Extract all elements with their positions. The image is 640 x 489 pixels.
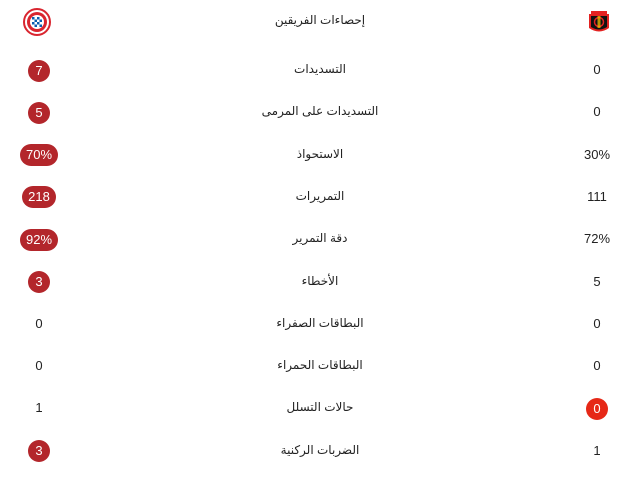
stat-label: الأخطاء: [301, 273, 339, 288]
stat-value-team-left: [14, 182, 64, 212]
stat-row: [0, 97, 640, 127]
stat-label: التسديدات على المرمى: [261, 104, 379, 119]
stat-leader-badge: 70%: [20, 144, 58, 166]
stat-leader-badge: 92%: [20, 229, 58, 251]
stat-value-team-right: 111: [587, 188, 607, 204]
stats-title: إحصاءات الفريقين: [274, 13, 366, 27]
stat-value-team-right: 0: [593, 358, 601, 374]
stat-value-team-left: [14, 140, 64, 170]
stat-value-team-right: [572, 393, 622, 423]
stat-leader-badge: 3: [28, 440, 50, 462]
stat-value-team-left: 1: [35, 400, 43, 416]
stat-label: التسديدات: [294, 62, 346, 76]
stat-value-team-left: 0: [35, 315, 43, 331]
stat-row: [0, 182, 640, 212]
stat-value-team-left: [14, 267, 64, 297]
stat-label: الاستحواذ: [296, 146, 344, 161]
stat-value-team-right: 30%: [583, 146, 611, 162]
stat-leader-badge: 0: [586, 398, 608, 420]
stat-row: [0, 140, 640, 170]
stat-row: [0, 55, 640, 85]
stat-leader-badge: 3: [28, 271, 50, 293]
stat-value-team-left: [14, 55, 64, 85]
stat-row: [0, 393, 640, 423]
stat-label: البطاقات الصفراء: [276, 315, 364, 330]
stat-value-team-right: 0: [593, 62, 601, 77]
stat-value-team-left: [14, 436, 64, 466]
stat-label: الضربات الركنية: [280, 442, 360, 457]
stat-row: [0, 267, 640, 297]
stat-value-team-right: 72%: [583, 231, 611, 247]
stat-row: [0, 224, 640, 254]
stat-leader-badge: 5: [28, 102, 50, 124]
stats-header: [0, 0, 640, 40]
stat-value-team-right: 1: [593, 442, 601, 458]
stat-value-team-right: 0: [593, 315, 601, 331]
stat-row: [0, 436, 640, 466]
stat-value-team-left: [14, 224, 64, 254]
stat-row: [0, 309, 640, 339]
stat-value-team-right: 0: [593, 104, 601, 120]
stat-leader-badge: 218: [22, 186, 56, 208]
stat-label: دقة التمرير: [292, 231, 348, 246]
stat-value-team-right: 5: [593, 273, 601, 289]
stat-label: التمريرات: [295, 188, 345, 203]
stat-label: البطاقات الحمراء: [277, 358, 363, 373]
stat-row: [0, 351, 640, 381]
stat-value-team-left: [14, 97, 64, 127]
stat-leader-badge: 7: [28, 60, 50, 82]
stat-label: حالات التسلل: [286, 400, 354, 415]
stat-value-team-left: 0: [35, 358, 43, 374]
bayer-leverkusen-crest-icon: [585, 8, 613, 36]
